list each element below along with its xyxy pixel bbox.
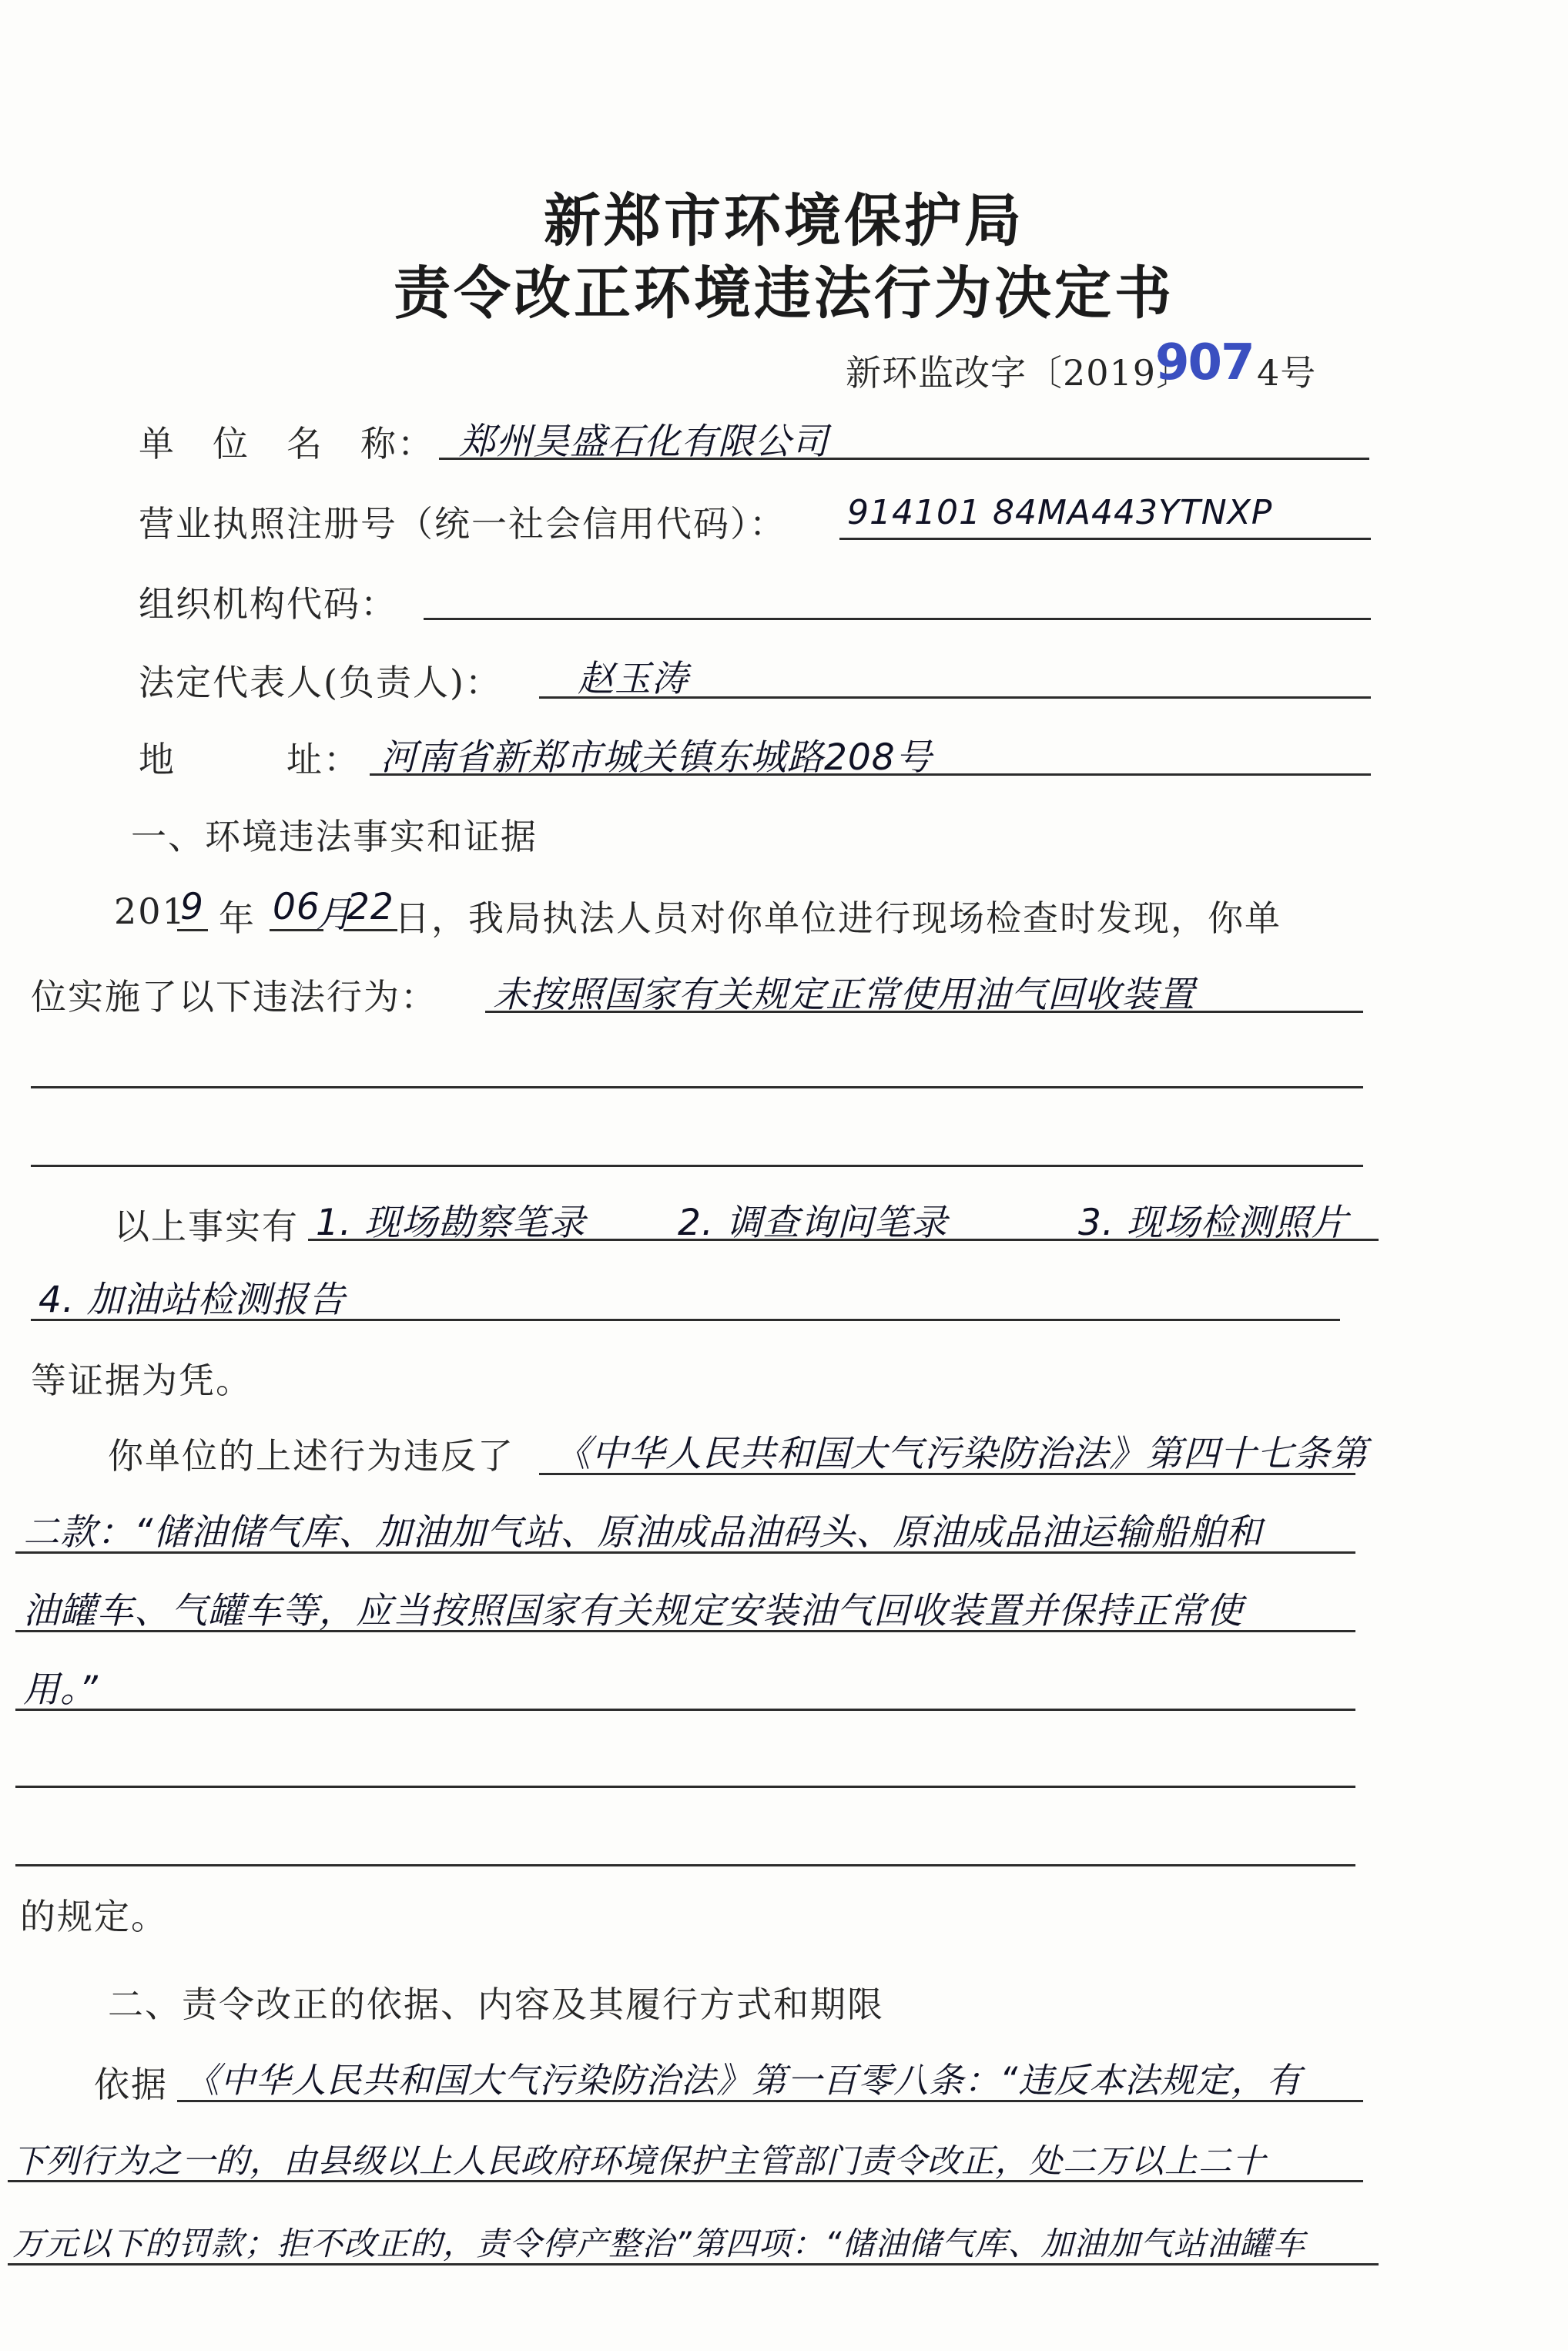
- violation-underline: [485, 1011, 1363, 1013]
- doc-number-suffix: 4号: [1257, 352, 1317, 394]
- law-suffix: 的规定。: [20, 1896, 168, 1937]
- unit-name-value: 郑州昊盛石化有限公司: [459, 421, 829, 463]
- unit-name-underline: [439, 458, 1369, 460]
- date-day: 22: [347, 886, 394, 928]
- address-value: 河南省新郑市城关镇东城路208号: [380, 736, 933, 779]
- address-label: 地 址：: [139, 739, 360, 780]
- law-underline-1: [539, 1473, 1355, 1475]
- unit-name-label: 单 位 名 称：: [139, 423, 434, 464]
- org-code-underline: [424, 618, 1371, 620]
- org-code-label: 组织机构代码：: [139, 583, 397, 625]
- violation-prefix: 位实施了以下违法行为：: [31, 976, 437, 1018]
- doc-number-prefix: 新环监改字〔2019〕: [846, 352, 1193, 394]
- date-month-suffix: 月: [316, 894, 353, 936]
- evidence-underline-1: [308, 1239, 1379, 1241]
- evidence-item-2: 2. 调查询问笔录: [678, 1202, 948, 1244]
- blank-line-1: [31, 1086, 1363, 1088]
- legal-rep-underline: [539, 696, 1371, 699]
- license-label: 营业执照注册号（统一社会信用代码）：: [139, 503, 786, 545]
- date-day-underline: [343, 929, 397, 931]
- evidence-item-1: 1. 现场勘察笔录: [316, 1202, 586, 1244]
- law-text-line1: 《中华人民共和国大气污染防治法》第四十七条第: [554, 1433, 1368, 1475]
- date-year-suffix: 年: [219, 897, 256, 939]
- blank-line-3: [15, 1786, 1355, 1788]
- law-prefix: 你单位的上述行为违反了: [108, 1435, 514, 1477]
- date-year-underline: [177, 929, 208, 931]
- blank-line-4: [15, 1864, 1355, 1866]
- evidence-item-4: 4. 加油站检测报告: [39, 1279, 346, 1321]
- law-underline-3: [15, 1630, 1355, 1632]
- basis-underline-1: [177, 2100, 1363, 2102]
- basis-text-line3: 万元以下的罚款；拒不改正的，责令停产整治”第四项：“储油储气库、加油加气站油罐车: [12, 2225, 1306, 2262]
- law-text-line3: 油罐车、气罐车等，应当按照国家有关规定安装油气回收装置并保持正常使: [23, 1590, 1243, 1632]
- blank-line-2: [31, 1165, 1363, 1167]
- basis-prefix: 依据: [94, 2064, 168, 2105]
- date-year-digit: 9: [180, 886, 204, 928]
- date-month: 06: [273, 886, 320, 928]
- agency-title: 新郑市环境保护局: [544, 188, 1024, 254]
- law-underline-4: [15, 1709, 1355, 1711]
- address-underline: [370, 773, 1371, 776]
- evidence-suffix: 等证据为凭。: [31, 1360, 253, 1401]
- legal-rep-label: 法定代表人(负责人)：: [139, 662, 502, 703]
- evidence-item-3: 3. 现场检测照片: [1078, 1202, 1349, 1244]
- evidence-underline-2: [31, 1319, 1340, 1321]
- basis-text-line2: 下列行为之一的，由县级以上人民政府环境保护主管部门责令改正，处二万以上二十: [12, 2142, 1266, 2181]
- doc-number-stamp: 907: [1155, 334, 1254, 391]
- law-text-line4: 用。”: [23, 1669, 99, 1711]
- section2-heading: 二、责令改正的依据、内容及其履行方式和期限: [108, 1984, 884, 2025]
- legal-rep-value: 赵玉涛: [578, 658, 689, 700]
- basis-text-line1: 《中华人民共和国大气污染防治法》第一百零八条：“违反本法规定，有: [185, 2060, 1302, 2101]
- date-day-suffix: 日，我局执法人员对你单位进行现场检查时发现，你单: [394, 897, 1282, 939]
- license-value: 914101 84MA443YTNXP: [847, 493, 1273, 532]
- date-prefix: 201: [114, 890, 186, 932]
- license-underline: [839, 538, 1371, 540]
- evidence-prefix: 以上事实有: [114, 1206, 299, 1247]
- violation-value: 未按照国家有关规定正常使用油气回收装置: [493, 974, 1195, 1016]
- basis-underline-3: [8, 2263, 1379, 2265]
- document-title: 责令改正环境违法行为决定书: [394, 260, 1174, 327]
- law-text-line2: 二款：“储油储气库、加油加气站、原油成品油码头、原油成品油运输船舶和: [23, 1511, 1263, 1554]
- law-underline-2: [15, 1551, 1355, 1554]
- basis-underline-2: [8, 2180, 1363, 2182]
- section1-heading: 一、环境违法事实和证据: [131, 816, 538, 857]
